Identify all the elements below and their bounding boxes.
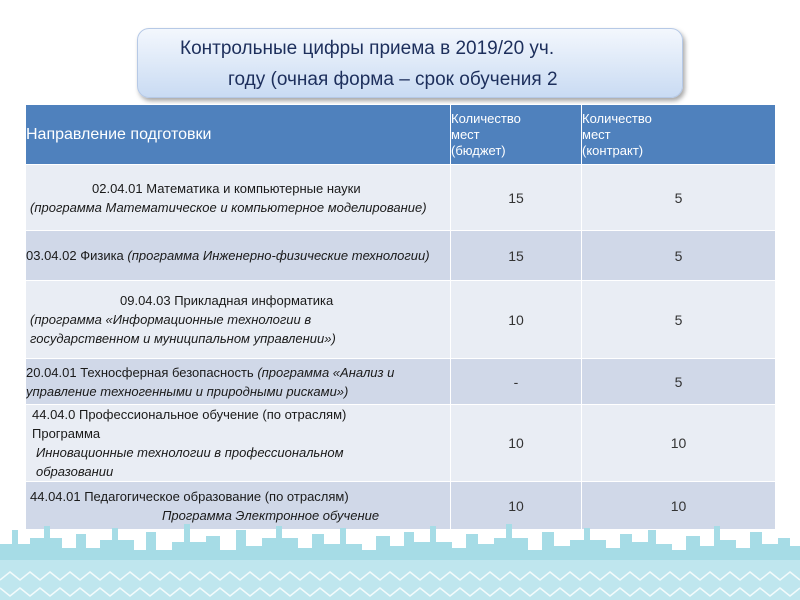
table-row	[26, 231, 776, 281]
row-program: (программа «Анализ и управление техногенными и природными рисками»)	[26, 364, 395, 399]
row-direction-cell	[26, 359, 451, 405]
contract-cell: 5	[582, 165, 776, 231]
title-line-1: Контрольные цифры приема в 2019/20 уч.	[180, 38, 555, 59]
row-program: (программа «Информационные технологии в государственном и муниципальном управлении»)	[30, 312, 336, 346]
row-direction-cell	[26, 231, 451, 281]
budget-cell: 15	[451, 231, 582, 281]
contract-cell: 5	[582, 281, 776, 359]
row-direction-cell	[26, 405, 451, 482]
budget-cell: -	[451, 359, 582, 405]
row-title: 03.04.02 Физика	[26, 248, 124, 263]
header-contract: Количество мест (контракт)	[582, 105, 776, 165]
row-program: (программа Математическое и компьютерное моделирование)	[30, 199, 427, 215]
contract-cell: 10	[582, 482, 776, 530]
row-program: Программа Электронное обучение	[162, 507, 380, 523]
budget-cell: 10	[451, 281, 582, 359]
title-banner	[137, 28, 683, 98]
contract-cell: 5	[582, 231, 776, 281]
table-row	[26, 405, 776, 482]
row-direction-cell	[26, 281, 451, 359]
row-title: 02.04.01 Математика и компьютерные науки	[92, 180, 361, 196]
row-direction-cell	[26, 165, 451, 231]
row-program: Инновационные технологии в профессиональном образовании	[36, 445, 344, 479]
row-program: (программа Инженерно-физические технологии)	[127, 248, 430, 263]
row-title: 44.04.0 Профессиональное обучение (по отраслям)	[32, 407, 347, 422]
table-row	[26, 281, 776, 359]
contract-cell: 5	[582, 359, 776, 405]
header-direction: Направление подготовки	[26, 105, 451, 165]
budget-cell: 15	[451, 165, 582, 231]
budget-cell: 10	[451, 405, 582, 482]
row-title: 44.04.01 Педагогическое образование (по отраслям)	[30, 488, 349, 504]
row-program-label: Программа	[32, 426, 101, 441]
table-header-row	[26, 105, 776, 165]
admission-table	[25, 104, 776, 530]
row-title: 20.04.01 Техносферная безопасность	[26, 364, 254, 380]
header-budget: Количество мест (бюджет)	[451, 105, 582, 165]
title-line-2: году (очная форма – срок обучения 2	[228, 69, 558, 90]
contract-cell: 10	[582, 405, 776, 482]
budget-cell: 10	[451, 482, 582, 530]
table-row	[26, 359, 776, 405]
city-skyline-decoration	[0, 520, 800, 600]
table-row	[26, 165, 776, 231]
row-title: 09.04.03 Прикладная информатика	[120, 293, 334, 308]
